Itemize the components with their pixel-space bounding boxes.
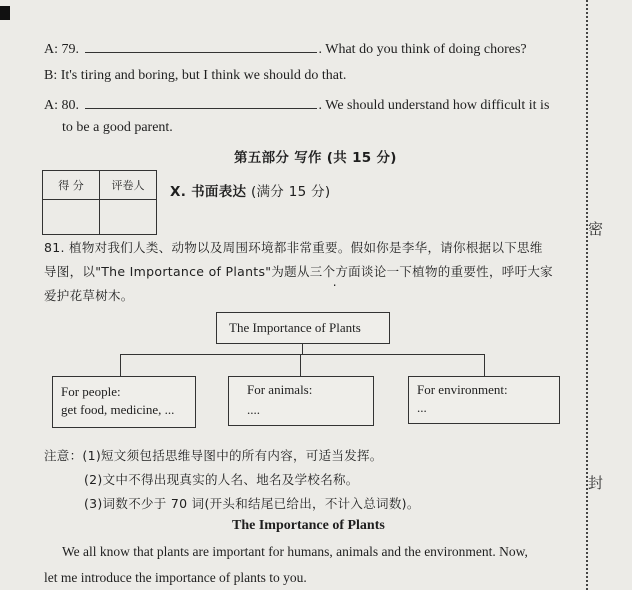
animals-title: For animals: — [247, 382, 313, 397]
connector-people — [120, 354, 121, 376]
question-line-2a: 导图，以"The Importance of Plants"为题从 — [44, 264, 310, 279]
dialog-a80 — [44, 96, 549, 114]
seal-line — [586, 0, 588, 590]
margin-char-seal: 密 — [588, 220, 604, 238]
environment-title: For environment: — [417, 382, 508, 397]
part-title: X. 书面表达 — [170, 184, 247, 200]
question-line-1: 81. 植物对我们人类、动物以及周围环境都非常重要。假如你是李华，请你根据以下思维 — [44, 240, 543, 255]
connector-environment — [484, 354, 485, 376]
a80-speaker: A: 80. — [44, 98, 79, 113]
mindmap-root — [216, 312, 390, 344]
section-title: 第五部分 写作 (共 15 分) — [234, 150, 397, 166]
question-emphasis: 三个方面 — [309, 264, 361, 279]
answer-blank-80[interactable] — [85, 96, 317, 109]
dialog-b: B: It's tiring and boring, but I think we should do that. — [44, 68, 347, 83]
a79-tail: . What do you think of doing chores? — [318, 42, 527, 57]
essay-line-1: We all know that plants are important for humans, animals and the environment. Now, — [62, 544, 528, 559]
score-table — [42, 170, 157, 235]
essay-title: The Importance of Plants — [232, 518, 385, 533]
a79-speaker: A: 79. — [44, 42, 79, 57]
note-1: 注意：(1)短文须包括思维导图中的所有内容，可适当发挥。 — [44, 448, 383, 463]
mindmap-environment — [408, 376, 560, 424]
part-score: (满分 15 分) — [250, 184, 331, 200]
environment-body: ... — [417, 400, 427, 415]
mindmap-animals — [228, 376, 374, 426]
a80-tail: . We should understand how difficult it is — [318, 98, 550, 113]
connector-root — [302, 343, 303, 354]
connector-branch — [120, 354, 484, 355]
question-line-2b: 谈论一下植物的重要性，呼吁大家 — [360, 264, 553, 279]
people-body: get food, medicine, ... — [61, 402, 175, 417]
margin-char-close: 封 — [588, 474, 604, 492]
grader-cell[interactable] — [100, 200, 157, 235]
note-3: (3)词数不少于 70 词(开头和结尾已给出，不计入总词数)。 — [84, 496, 420, 511]
dialog-a79 — [44, 40, 527, 58]
essay-line-2: let me introduce the importance of plants to you. — [44, 570, 307, 585]
answer-blank-79[interactable] — [85, 40, 317, 53]
part-heading — [170, 180, 330, 200]
mindmap-root-label: The Importance of Plants — [229, 320, 361, 335]
dialog-a80-continued: to be a good parent. — [62, 120, 173, 135]
connector-animals — [300, 354, 301, 376]
note-2: (2)文中不得出现真实的人名、地名及学校名称。 — [84, 472, 359, 487]
mindmap-people — [52, 376, 196, 428]
question-line-2 — [44, 262, 553, 280]
score-cell[interactable] — [43, 200, 100, 235]
score-header: 得 分 — [43, 171, 100, 200]
animals-body: .... — [247, 402, 260, 417]
grader-header: 评卷人 — [100, 171, 157, 200]
corner-mark — [0, 6, 10, 20]
people-title: For people: — [61, 384, 121, 399]
question-line-3: 爱护花草树木。 — [44, 288, 134, 303]
